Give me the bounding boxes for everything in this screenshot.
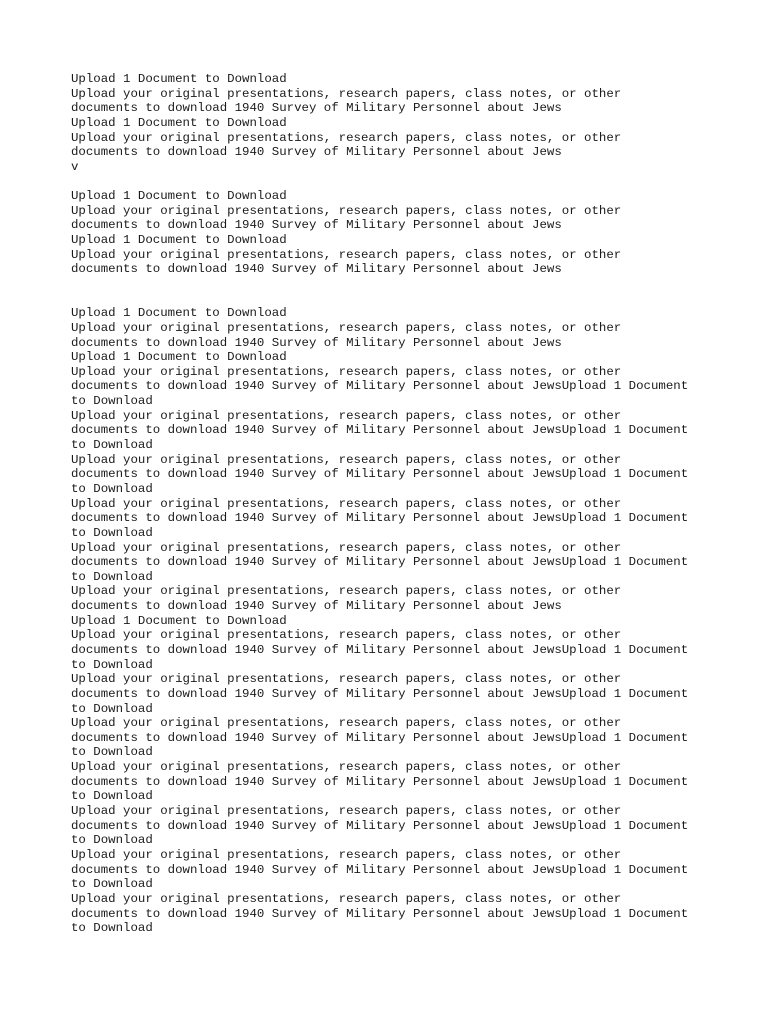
text-line: Upload your original presentations, research papers, class notes, or other <box>71 130 622 145</box>
text-line: documents to download 1940 Survey of Military Personnel about Jews <box>71 101 562 116</box>
text-line: to Download <box>71 394 153 409</box>
text-line: documents to download 1940 Survey of Military Personnel about JewsUpload 1 Document <box>71 862 689 877</box>
text-line: Upload your original presentations, research papers, class notes, or other <box>71 247 622 262</box>
text-line: Upload 1 Document to Download <box>71 189 287 204</box>
text-line: documents to download 1940 Survey of Military Personnel about Jews <box>71 218 562 233</box>
text-line: documents to download 1940 Survey of Military Personnel about Jews <box>71 335 562 350</box>
text-line: Upload your original presentations, research papers, class notes, or other <box>71 584 622 599</box>
text-line: Upload 1 Document to Download <box>71 233 287 248</box>
text-line: to Download <box>71 438 153 453</box>
text-line: to Download <box>71 921 153 936</box>
text-line: documents to download 1940 Survey of Military Personnel about JewsUpload 1 Document <box>71 818 689 833</box>
text-line: Upload 1 Document to Download <box>71 613 287 628</box>
blank-line <box>71 292 751 307</box>
text-line: documents to download 1940 Survey of Military Personnel about JewsUpload 1 Document <box>71 642 689 657</box>
text-line: documents to download 1940 Survey of Military Personnel about JewsUpload 1 Document <box>71 730 689 745</box>
text-line: to Download <box>71 481 153 496</box>
document-body <box>71 72 751 936</box>
text-line: Upload 1 Document to Download <box>71 350 287 365</box>
text-line: Upload your original presentations, research papers, class notes, or other <box>71 891 622 906</box>
text-line: Upload your original presentations, research papers, class notes, or other <box>71 364 622 379</box>
blank-line <box>71 277 751 292</box>
blank-line <box>71 174 751 189</box>
text-line: Upload your original presentations, research papers, class notes, or other <box>71 320 622 335</box>
text-line: documents to download 1940 Survey of Military Personnel about JewsUpload 1 Document <box>71 511 689 526</box>
text-line: Upload 1 Document to Download <box>71 115 287 130</box>
text-line: Upload your original presentations, research papers, class notes, or other <box>71 760 622 775</box>
text-line: Upload your original presentations, research papers, class notes, or other <box>71 203 622 218</box>
text-line: Upload your original presentations, research papers, class notes, or other <box>71 672 622 687</box>
text-line: documents to download 1940 Survey of Military Personnel about JewsUpload 1 Document <box>71 467 689 482</box>
text-line: Upload your original presentations, research papers, class notes, or other <box>71 804 622 819</box>
text-line: documents to download 1940 Survey of Military Personnel about JewsUpload 1 Document <box>71 555 689 570</box>
text-line: to Download <box>71 789 153 804</box>
text-line: Upload your original presentations, research papers, class notes, or other <box>71 540 622 555</box>
text-line: Upload your original presentations, research papers, class notes, or other <box>71 716 622 731</box>
text-line: to Download <box>71 701 153 716</box>
text-line: to Download <box>71 525 153 540</box>
text-line: documents to download 1940 Survey of Military Personnel about JewsUpload 1 Document <box>71 379 689 394</box>
text-line: to Download <box>71 833 153 848</box>
text-line: documents to download 1940 Survey of Military Personnel about Jews <box>71 262 562 277</box>
text-line: Upload your original presentations, research papers, class notes, or other <box>71 628 622 643</box>
text-line: documents to download 1940 Survey of Military Personnel about JewsUpload 1 Document <box>71 423 689 438</box>
text-line: Upload your original presentations, research papers, class notes, or other <box>71 408 622 423</box>
text-line: to Download <box>71 657 153 672</box>
text-line: documents to download 1940 Survey of Military Personnel about Jews <box>71 599 562 614</box>
text-line: to Download <box>71 569 153 584</box>
text-line: to Download <box>71 877 153 892</box>
text-line: Upload 1 Document to Download <box>71 306 287 321</box>
text-line: Upload your original presentations, research papers, class notes, or other <box>71 847 622 862</box>
text-line: documents to download 1940 Survey of Military Personnel about JewsUpload 1 Document <box>71 686 689 701</box>
text-line: documents to download 1940 Survey of Military Personnel about JewsUpload 1 Document <box>71 774 689 789</box>
text-line: Upload your original presentations, research papers, class notes, or other <box>71 86 622 101</box>
text-line: v <box>71 159 79 174</box>
text-line: Upload your original presentations, research papers, class notes, or other <box>71 452 622 467</box>
text-line: documents to download 1940 Survey of Military Personnel about JewsUpload 1 Document <box>71 906 689 921</box>
text-line: Upload your original presentations, research papers, class notes, or other <box>71 496 622 511</box>
text-line: Upload 1 Document to Download <box>71 72 287 86</box>
text-line: documents to download 1940 Survey of Military Personnel about Jews <box>71 145 562 160</box>
text-line: to Download <box>71 745 153 760</box>
